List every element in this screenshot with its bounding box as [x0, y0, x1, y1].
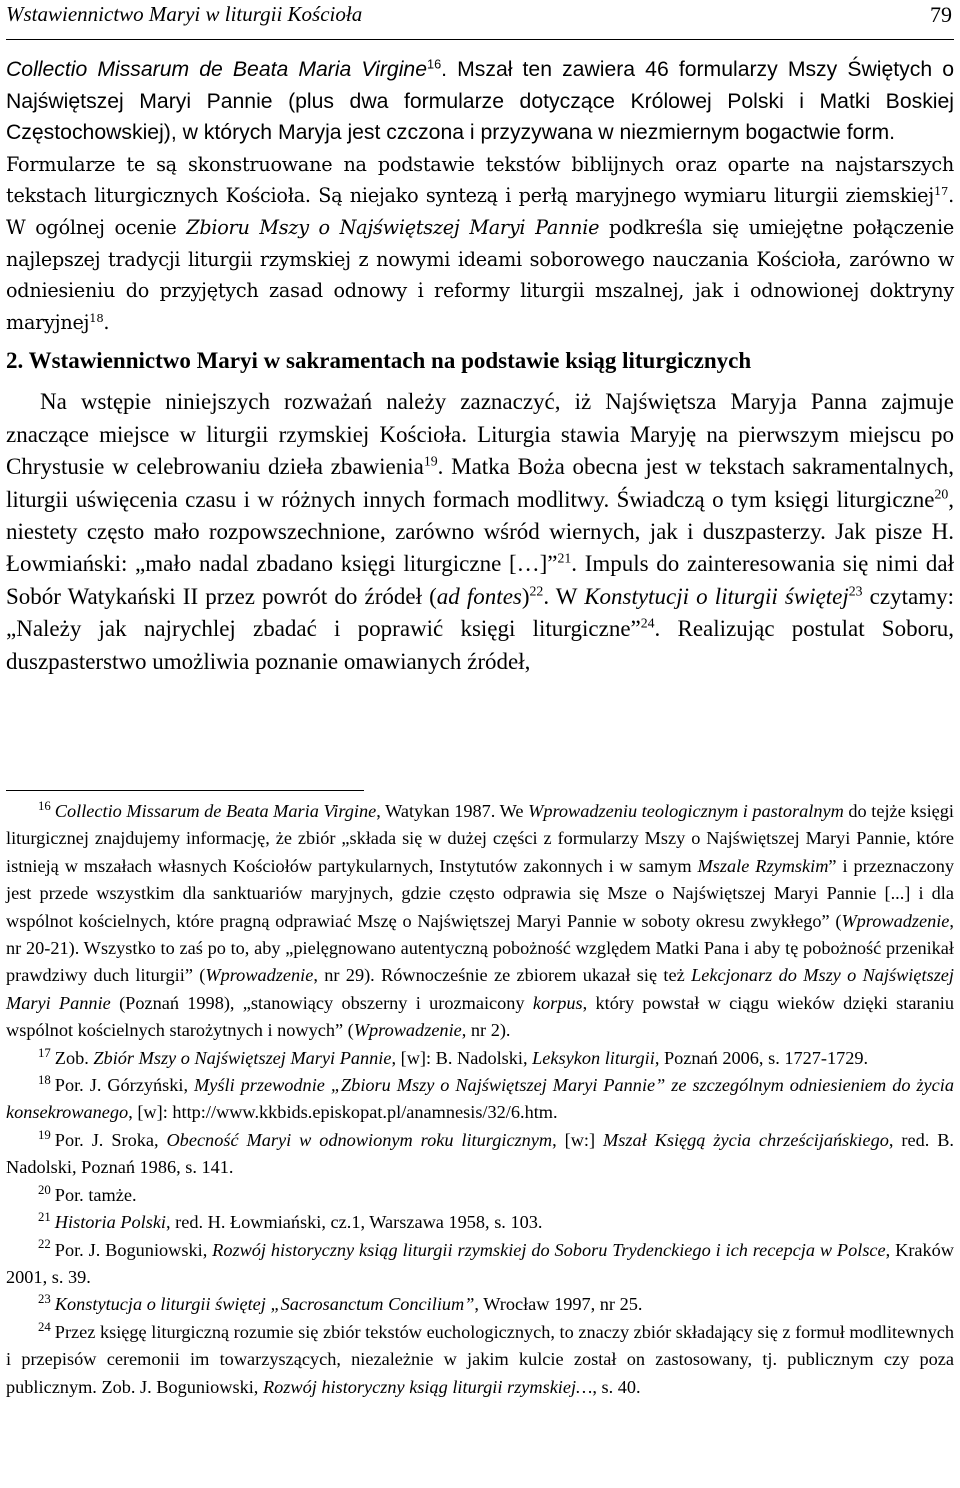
- italic-text: Lekcjonarz do Mszy o Najświętszej Maryi Pannie: [6, 965, 955, 1013]
- text-run: Por. J. Boguniowski,: [54, 1239, 213, 1260]
- footnotes: [6, 798, 954, 1401]
- italic-text: Obecność Maryi w odnowionym roku liturgicznym: [166, 1129, 553, 1150]
- text-run: podkreśla się umiejętne połączenie najlepszej tradycji liturgii rzymskiej z nowymi ideami soborowego nauczania Kościoła, zarówno w odniesieniu do przyjętych zasad odnowy i reformy liturgii mszalnej, jak i odnowionej doktryny maryjnej: [6, 215, 954, 334]
- italic-text: Collectio Missarum de Beata Maria Virgine: [54, 801, 377, 821]
- italic-text: Leksykon liturgii: [532, 1047, 655, 1068]
- text-run: Na wstępie niniejszych rozważań należy zaznaczyć, iż Najświętsza Maryja Panna zajmuje znaczące miejsce w liturgii rzymskiej Kościoła. Liturgia stawia Maryję na pierwszym miejscu po Chrystusie w celebrowaniu dzieła zbawienia: [6, 389, 954, 480]
- footnote-ref: 20: [934, 486, 949, 502]
- italic-text: Konstytucja o liturgii świętej „Sacrosanctum Concilium”: [54, 1294, 475, 1315]
- italic-text: Wprowadzeniu teologicznym i pastoralnym: [528, 801, 844, 821]
- text-run: . Impuls do zainteresowania się nimi dał Sobór Watykański II przez powrót do źródeł (: [6, 551, 954, 609]
- text-run: , nr 20-21). Wszystko to zaś po to, aby „pielęgnowano autentyczną pobożność względem Matki Pana i aby tę pobożność przenikał prawdziwy duch liturgii” (: [6, 910, 954, 986]
- footnote-18: [6, 1072, 954, 1127]
- italic-text: Collectio Missarum de Beata Maria Virgine: [6, 58, 427, 81]
- text-run: czytamy: „Należy jak najrychlej zbadać i poprawić księgi liturgiczne”: [6, 583, 954, 642]
- footnote-number: 17: [38, 1045, 51, 1060]
- section-heading: 2. Wstawiennictwo Maryi w sakramentach na podstawie ksiąg liturgicznych: [6, 348, 752, 374]
- italic-text: korpus: [532, 992, 583, 1013]
- text-run: , red. H. Łowmiański, cz.1, Warszawa 1958, s. 103.: [166, 1212, 543, 1233]
- text-run: , niestety często mało rozpowszechnione, zarówno wśród wiernych, jak i duszpasterzy. Jak pisze H. Łowmiański: „mało nadal zbadano księgi liturgiczne […]”: [6, 486, 954, 577]
- footnote-number: 16: [38, 798, 51, 813]
- text-run: , nr 29). Równocześnie ze zbiorem ukazał się też: [313, 965, 692, 986]
- text-run: . Realizując postulat Soboru, duszpasterstwo umożliwia poznanie omawianych źródeł,: [6, 616, 954, 674]
- paragraph: [6, 149, 954, 339]
- text-run: , [w:]: [552, 1129, 604, 1150]
- italic-text: Rozwój historyczny ksiąg liturgii rzymskiej…: [262, 1376, 593, 1397]
- text-run: , Kraków 2001, s. 39.: [6, 1239, 955, 1287]
- italic-text: Konstytucji o liturgii świętej: [584, 583, 849, 609]
- text-run: . Mszał ten zawiera 46 formularzy Mszy Świętych o Najświętszej Maryi Pannie (plus dwa formularze dotyczące Królowej Polski i Matki Boskiej Częstochowskiej), w których Maryja jest czczona i przyzywana w niezmiernym bogactwie form.: [6, 58, 954, 145]
- italic-text: Historia Polski: [54, 1212, 167, 1233]
- footnote-ref: 19: [423, 453, 438, 469]
- footnote-number: 18: [38, 1073, 51, 1088]
- text-run: Przez księgę liturgiczną rozumie się zbiór tekstów euchologicznych, to znaczy zbiór składający się z formuł modlitewnych i przepisów ceremonii im towarzyszących, niezależnie w jakim kulcie został on zastosowany, tj. publicznym czy poza publicznym. Zob. J. Boguniowski,: [6, 1321, 954, 1397]
- footnote-ref: 24: [640, 615, 655, 631]
- italic-text: Rozwój historyczny ksiąg liturgii rzymskiej do Soboru Trydenckiego i ich recepcja w Polsce: [212, 1239, 886, 1260]
- footnote-number: 21: [38, 1210, 51, 1225]
- running-title: Wstawiennictwo Maryi w liturgii Kościoła: [6, 2, 363, 26]
- footnote-ref: 22: [529, 583, 544, 599]
- text-run: Por. tamże.: [54, 1184, 137, 1205]
- italic-text: ad fontes: [436, 583, 522, 609]
- text-run: , s. 40.: [592, 1376, 641, 1397]
- italic-text: Mszale Rzymskim: [697, 855, 829, 876]
- italic-text: Mszał Księgą życia chrześcijańskiego: [603, 1129, 889, 1150]
- text-run: Por. J. Górzyński,: [54, 1075, 195, 1096]
- footnote-20: [6, 1182, 954, 1209]
- italic-text: Zbioru Mszy o Najświętszej Maryi Pannie: [186, 215, 600, 239]
- footnote-23: [6, 1291, 954, 1318]
- italic-text: Wprowadzenie: [841, 910, 950, 931]
- text-run: ” i przeznaczony jest przede wszystkim dla sanktuariów maryjnych, gdzie często odprawia się Msze o Najświętszej Maryi Pannie [...] i dla wspólnot kościelnych, które pragną odprawiać Mszę o Najświętszej Maryi Pannie w soboty okresu zwykłego” (: [6, 855, 954, 931]
- text-run: Formularze te są skonstruowane na podstawie tekstów biblijnych oraz oparte na najstarszych tekstach liturgicznych Kościoła. Są niejako syntezą i perłą maryjnego wymiaru liturgii ziemskiej: [6, 152, 954, 208]
- footnote-19: [6, 1127, 954, 1182]
- italic-text: Wprowadzenie: [353, 1020, 462, 1041]
- text-run: . Matka Boża obecna jest w tekstach sakramentalnych, liturgii uświęcenia czasu i w różnych innych formach modlitwy. Świadczą o tym księgi liturgiczne: [6, 454, 954, 512]
- text-run: . W ogólnej ocenie: [6, 184, 954, 239]
- text-run: Zob.: [54, 1047, 94, 1068]
- text-run: . W: [543, 583, 585, 609]
- text-run: , [w]: B. Nadolski,: [391, 1047, 533, 1068]
- text-run: (Poznań 1998), „stanowiący obszerny i urozmaicony: [110, 992, 533, 1013]
- footnote-ref: 16: [427, 56, 442, 72]
- footnote-24: [6, 1319, 954, 1401]
- text-run: , Wrocław 1997, nr 25.: [474, 1294, 643, 1315]
- text-run: .: [103, 310, 110, 334]
- text-run: , [w]: http://www.kkbids.episkopat.pl/anamnesis/32/6.htm.: [128, 1102, 558, 1123]
- page-number: 79: [930, 2, 952, 27]
- footnote-number: 20: [38, 1182, 51, 1197]
- main-text: [6, 54, 954, 678]
- italic-text: Myśli przewodnie „Zbioru Mszy o Najświętszej Maryi Pannie” ze szczególnym odniesieniem do życia konsekrowanego: [6, 1075, 954, 1123]
- footnote-16: [6, 798, 954, 1045]
- footnote-separator: [6, 790, 364, 791]
- footnote-number: 23: [38, 1292, 51, 1307]
- italic-text: Zbiór Mszy o Najświętszej Maryi Pannie: [93, 1047, 392, 1068]
- footnote-17: [6, 1045, 954, 1072]
- paragraph: [6, 54, 954, 149]
- footnote-number: 22: [38, 1237, 51, 1252]
- text-run: ): [521, 583, 530, 609]
- footnote-ref: 21: [557, 551, 572, 567]
- text-run: , red. B. Nadolski, Poznań 1986, s. 141.: [6, 1129, 955, 1178]
- text-run: , Poznań 2006, s. 1727-1729.: [654, 1047, 869, 1068]
- footnote-ref: 23: [848, 583, 863, 599]
- text-run: , który powstał w ciągu wieków dzięki staraniu wspólnot kościelnych starożytnych i nowych” (: [6, 992, 954, 1041]
- text-run: do tejże księgi liturgicznej znajdujemy informację, że zbiór „składa się w dużej części z formularzy Mszy o Najświętszej Maryi Pannie, które istnieją w mszałach własnych Kościołów partykularnych, Instytutów zakonnych i w samym: [6, 801, 955, 876]
- text-run: , nr 2).: [461, 1020, 511, 1041]
- footnote-number: 19: [38, 1127, 51, 1142]
- running-header: [6, 2, 954, 34]
- footnote-21: [6, 1209, 954, 1236]
- header-rule: [6, 39, 954, 40]
- paragraph: [6, 386, 954, 678]
- text-run: Por. J. Sroka,: [54, 1129, 167, 1150]
- text-run: , Watykan 1987. We: [376, 801, 529, 821]
- footnote-22: [6, 1237, 954, 1292]
- footnote-number: 24: [38, 1319, 51, 1334]
- footnote-ref: 17: [933, 184, 949, 199]
- italic-text: Wprowadzenie: [205, 965, 314, 986]
- footnote-ref: 18: [89, 310, 104, 325]
